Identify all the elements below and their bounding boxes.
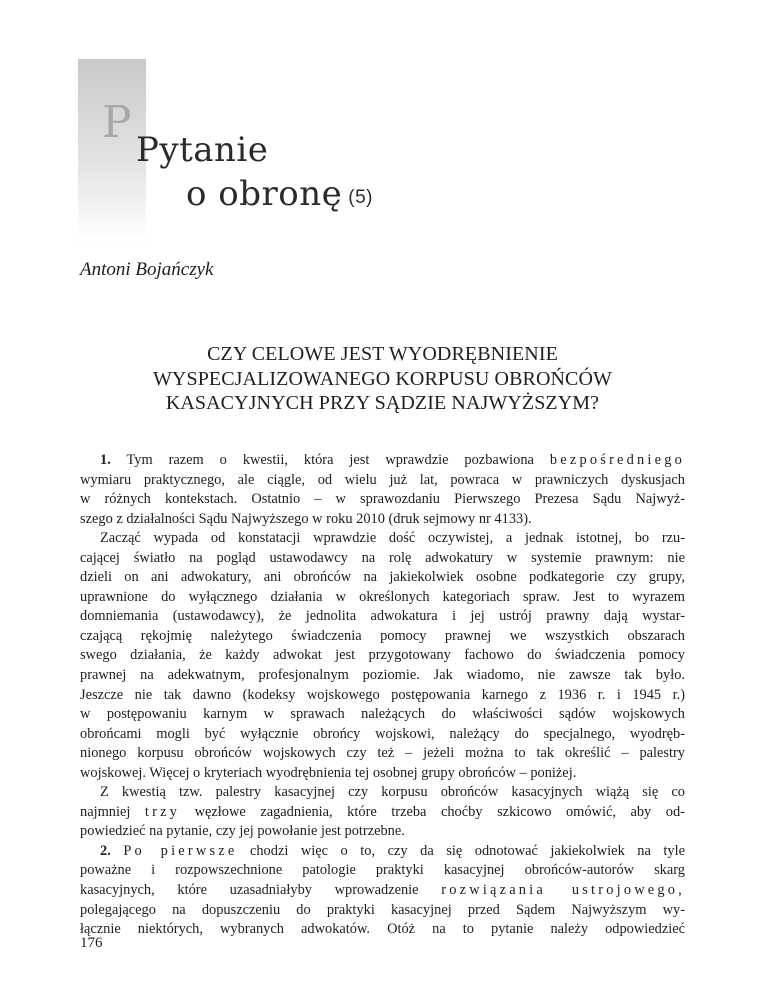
paragraph-number: 1. xyxy=(100,452,111,468)
body-line: w różnych kontekstach. Ostatnio – w sprawozdaniu Pierwszego Prezesa Sądu Najwyż- xyxy=(80,491,685,508)
body-line: Zacząć wypada od konstatacji wprawdzie dość oczywistej, a jednak istotnej, bo rzu- xyxy=(100,530,685,547)
body-line: wojskowej. Więcej o kryteriach wyodrębnienia tej osobnej grupy obrońców – poniżej. xyxy=(80,764,577,781)
body-line: dzieli on ani adwokatury, ani obrońców na jakiekolwiek osobne podkategorie czy grupy, xyxy=(80,569,685,586)
heading-line: CZY CELOWE JEST WYODRĘBNIENIE xyxy=(207,343,558,365)
body-line: Z kwestią tzw. palestry kasacyjnej czy korpusu obrońców kasacyjnych wiążą się co xyxy=(100,784,685,801)
spaced-emphasis: bezpośredniego xyxy=(549,452,686,468)
body-line: obrońcami mogli być wyłącznie obrońcy wojskowi, należący do specjalnego, wyodręb- xyxy=(80,725,685,742)
text-span: Tym razem o kwestii, która jest wprawdzie pozbawiona xyxy=(126,452,534,468)
body-line xyxy=(80,803,685,823)
body-line: łącznie niektórych, wybranych adwokatów. Otóż na to pytanie należy odpowiedzieć xyxy=(80,921,685,938)
paragraph-number: 2. xyxy=(100,842,111,859)
body-line: nionego korpusu obrońców wojskowych czy też – jeżeli można to tak określić – palestry xyxy=(80,745,685,762)
body-line: polegającego na dopuszczeniu do praktyki kasacyjnej przed Sądem Najwyższym wy- xyxy=(80,901,685,918)
body-line xyxy=(80,451,685,471)
text-span: kasacyjnych, które uzasadniałyby wprowadzenie xyxy=(80,882,419,899)
body-line: powiedzieć na pytanie, czy jej powołanie jest potrzebne. xyxy=(80,823,405,840)
chapter-title-text: o obronę xyxy=(186,174,343,214)
article-author: Antoni Bojańczyk xyxy=(80,259,214,280)
spaced-emphasis: Po pierwsze xyxy=(123,842,238,859)
chapter-dropcap: P xyxy=(102,97,132,148)
body-line: swego działania, że każdy adwokat jest przygotowany fachowo do świadczenia pomocy xyxy=(80,647,685,664)
chapter-number: (5) xyxy=(348,187,373,208)
text-span: najmniej xyxy=(80,803,131,820)
body-line: szego z działalności Sądu Najwyższego w roku 2010 (druk sejmowy nr 4133). xyxy=(80,510,532,527)
body-line xyxy=(80,881,685,901)
body-line: poważne i rozpowszechnione patologie praktyki kasacyjnej obrońców-autorów skarg xyxy=(80,862,685,879)
body-line: prawnej na adekwatnym, profesjonalnym poziomie. Jak wiadomo, nie zawsze tak było. xyxy=(80,667,685,684)
article-body xyxy=(80,451,685,940)
body-line: Jeszcze nie tak dawno (kodeksy wojskowego postępowania karnego z 1936 r. i 1945 r.) xyxy=(80,686,685,703)
page-number: 176 xyxy=(80,935,103,951)
body-line: czającą rękojmię należytego świadczenia pomocy prawnej we wszystkich obszarach xyxy=(80,627,685,644)
body-line xyxy=(80,842,685,862)
body-line: cającej światło na pogląd ustawodawcy na rolę adwokatury w systemie prawnym: nie xyxy=(80,549,685,566)
spaced-emphasis: trzy xyxy=(144,803,181,820)
spaced-emphasis: rozwiązania ustrojowego, xyxy=(441,882,685,899)
chapter-title-line-2 xyxy=(186,174,373,220)
heading-line: WYSPECJALIZOWANEGO KORPUSU OBROŃCÓW xyxy=(152,367,613,390)
body-line: domniemania (ustawodawcy), że jednolita adwokatura i jej ustrój prawny dają wystar- xyxy=(80,608,685,625)
article-heading xyxy=(80,342,685,416)
body-line: uprawnione do wyłącznego działania w określonych kategoriach spraw. Jest to wyrazem xyxy=(80,588,685,605)
text-span: chodzi więc o to, czy da się odnotować jakiekolwiek na tyle xyxy=(249,842,685,859)
text-span: węzłowe zagadnienia, które trzeba choćby szkicowo omówić, aby od- xyxy=(194,803,685,820)
heading-line: KASACYJNYCH PRZY SĄDZIE NAJWYŻSZYM? xyxy=(165,392,600,414)
body-line: wymiaru praktycznego, ale ciągle, od wielu już lat, powraca w prawniczych dyskusjach xyxy=(80,471,685,488)
body-line: w postępowaniu karnym w sprawach należących do właściwości sądów wojskowych xyxy=(80,706,685,723)
chapter-title-line-1: Pytanie xyxy=(136,130,269,170)
